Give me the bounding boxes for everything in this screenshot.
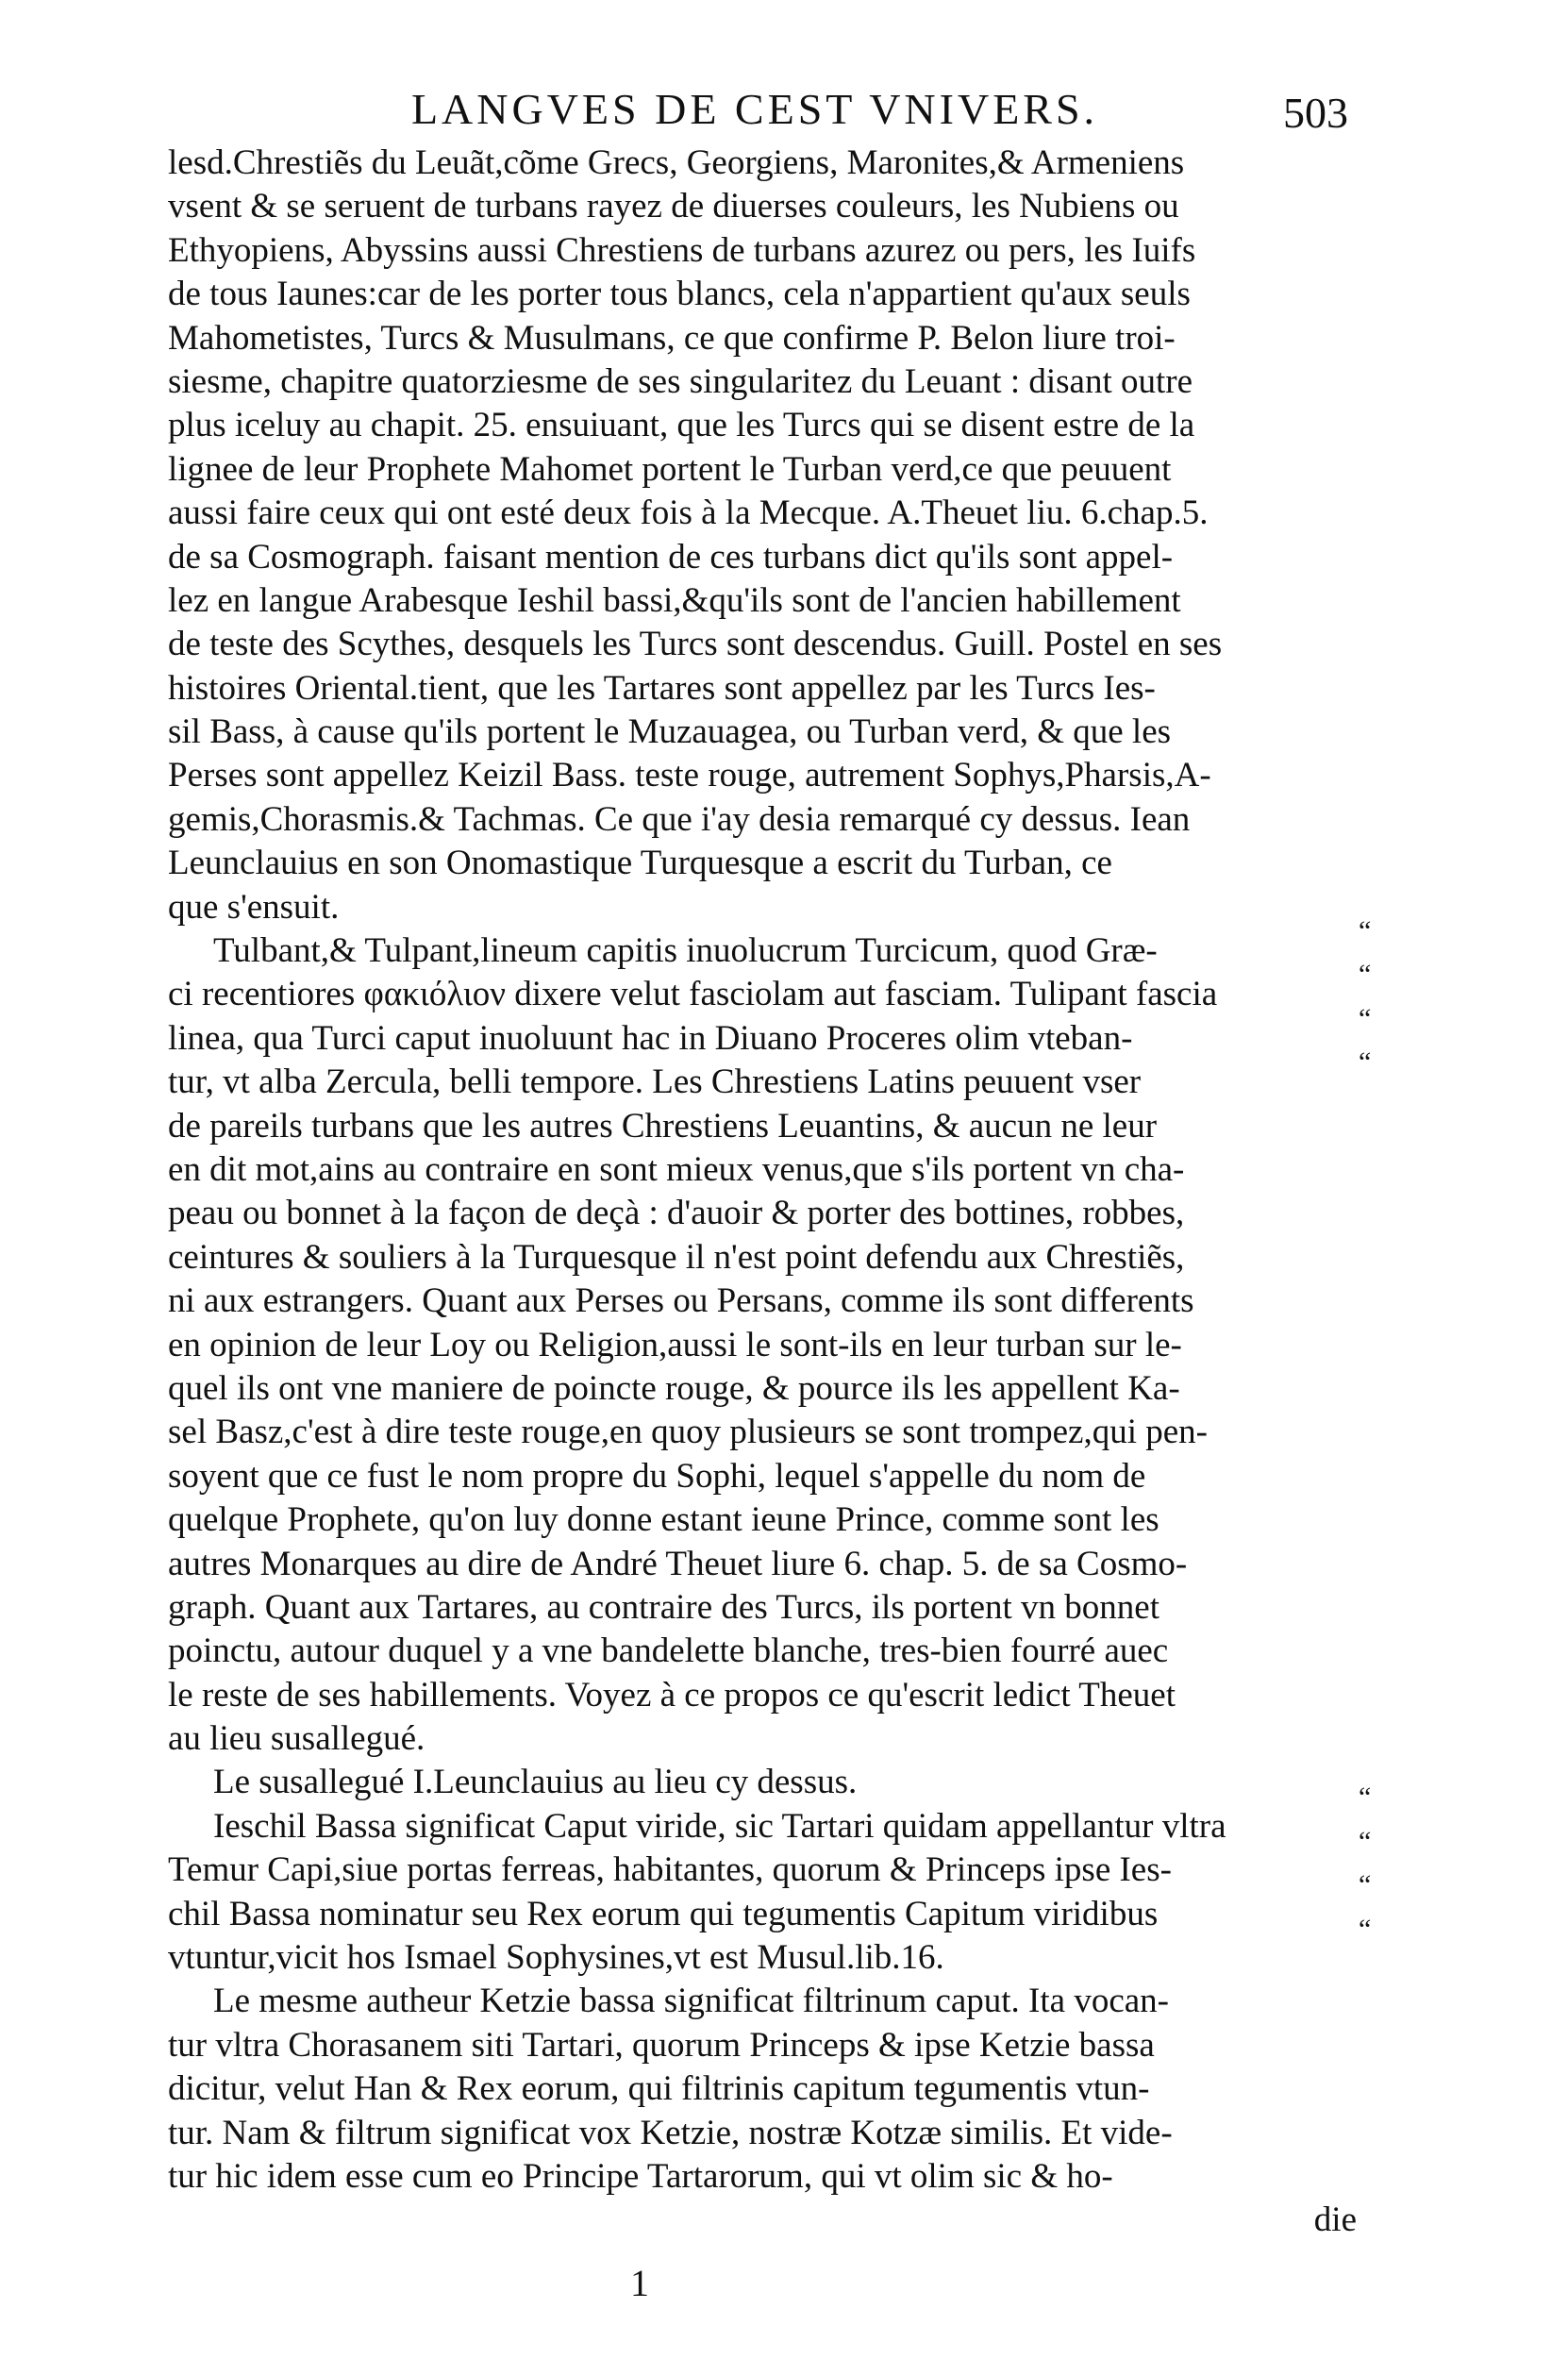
text-line: Ethyopiens, Abyssins aussi Chrestiens de turbans azurez ou pers, les Iuifs [168, 230, 1196, 270]
text-line: le reste de ses habillements. Voyez à ce propos ce qu'escrit ledict Theuet [168, 1675, 1176, 1715]
text-line: tur vltra Chorasanem siti Tartari, quorum Princeps & ipse Ketzie bassa [168, 2025, 1155, 2065]
text-line: quelque Prophete, qu'on luy donne estant ieune Prince, comme sont les [168, 1500, 1159, 1540]
text-line: de teste des Scythes, desquels les Turcs sont descendus. Guill. Postel en ses [168, 625, 1223, 664]
quote-mark: “ [1359, 1046, 1372, 1078]
text-line: au lieu susallegué. [168, 1719, 425, 1759]
quote-mark: “ [1359, 1782, 1372, 1813]
text-line: sil Bass, à cause qu'ils portent le Muzauagea, ou Turban verd, & que les [168, 712, 1172, 752]
quote-mark: “ [1359, 1826, 1372, 1857]
text-line: Le susallegué I.Leunclauius au lieu cy dessus. [213, 1763, 858, 1802]
quote-mark: “ [1359, 1869, 1372, 1900]
running-title: LANGVES DE CEST VNIVERS. [410, 85, 1099, 133]
quote-mark: “ [1359, 1003, 1372, 1034]
text-line: histoires Oriental.tient, que les Tartares sont appellez par les Turcs Ies- [168, 668, 1156, 708]
text-line: vtuntur,vicit hos Ismael Sophysines,vt est Musul.lib.16. [168, 1938, 944, 1978]
text-line: Tulbant,& Tulpant,lineum capitis inuolucrum Turcicum, quod Græ- [213, 931, 1158, 971]
text-line: chil Bassa nominatur seu Rex eorum qui tegumentis Capitum viridibus [168, 1894, 1159, 1933]
text-line: linea, qua Turci caput inuoluunt hac in Diuano Proceres olim vteban- [168, 1018, 1133, 1058]
text-line: peau ou bonnet à la façon de deçà : d'auoir & porter des bottines, robbes, [168, 1194, 1185, 1233]
text-line: lignee de leur Prophete Mahomet portent le Turban verd,ce que peuuent [168, 449, 1172, 489]
text-line: ci recentiores φακιόλιον dixere velut fasciolam aut fasciam. Tulipant fascia [168, 975, 1218, 1014]
text-line: siesme, chapitre quatorziesme de ses singularitez du Leuant : disant outre [168, 361, 1193, 401]
text-line: tur hic idem esse cum eo Principe Tartarorum, qui vt olim sic & ho- [168, 2156, 1113, 2196]
text-line: Le mesme autheur Ketzie bassa significat filtrinum caput. Ita vocan- [213, 1982, 1170, 2021]
text-line: soyent que ce fust le nom propre du Sophi, lequel s'appelle du nom de [168, 1456, 1146, 1496]
footer-mark: 1 [630, 2262, 649, 2304]
quote-mark: “ [1359, 1914, 1372, 1945]
text-line: que s'ensuit. [168, 887, 340, 927]
text-line: ni aux estrangers. Quant aux Perses ou Persans, comme ils sont differents [168, 1281, 1194, 1321]
text-line: Ieschil Bassa significat Caput viride, sic Tartari quidam appellantur vltra [213, 1806, 1226, 1846]
text-line: autres Monarques au dire de André Theuet liure 6. chap. 5. de sa Cosmo- [168, 1544, 1188, 1583]
quote-mark: “ [1359, 915, 1372, 946]
text-line: vsent & se seruent de turbans rayez de diuerses couleurs, les Nubiens ou [168, 187, 1179, 226]
body-text [168, 142, 1357, 2243]
text-line: de tous Iaunes:car de les porter tous blancs, cela n'appartient qu'aux seuls [168, 275, 1191, 314]
catchword: die [1313, 2200, 1357, 2240]
text-line: plus iceluy au chapit. 25. ensuiuant, que les Turcs qui se disent estre de la [168, 406, 1195, 445]
text-line: sel Basz,c'est à dire teste rouge,en quoy plusieurs se sont trompez,qui pen- [168, 1413, 1208, 1452]
text-line: graph. Quant aux Tartares, au contraire des Turcs, ils portent vn bonnet [168, 1587, 1159, 1627]
text-line: lesd.Chrestiẽs du Leuãt,cõme Grecs, Georgiens, Maronites,& Armeniens [168, 143, 1185, 182]
text-line: poinctu, autour duquel y a vne bandelette blanche, tres-bien fourré auec [168, 1631, 1169, 1671]
text-line: de sa Cosmograph. faisant mention de ces turbans dict qu'ils sont appel- [168, 537, 1174, 577]
text-line: tur. Nam & filtrum significat vox Ketzie, nostræ Kotzæ similis. Et vide- [168, 2113, 1173, 2152]
text-line: en dit mot,ains au contraire en sont mieux venus,que s'ils portent vn cha- [168, 1149, 1185, 1189]
text-line: gemis,Chorasmis.& Tachmas. Ce que i'ay desia remarqué cy dessus. Iean [168, 799, 1191, 839]
text-line: aussi faire ceux qui ont esté deux fois à la Mecque. A.Theuet liu. 6.chap.5. [168, 494, 1209, 533]
text-line: Temur Capi,siue portas ferreas, habitantes, quorum & Princeps ipse Ies- [168, 1850, 1172, 1890]
text-line: Leunclauius en son Onomastique Turquesque a escrit du Turban, ce [168, 844, 1112, 883]
page-number: 503 [1283, 89, 1348, 137]
text-line: de pareils turbans que les autres Chrestiens Leuantins, & aucun ne leur [168, 1106, 1158, 1146]
text-line: dicitur, velut Han & Rex eorum, qui filtrinis capitum tegumentis vtun- [168, 2069, 1150, 2109]
text-line: tur, vt alba Zercula, belli tempore. Les Chrestiens Latins peuuent vser [168, 1062, 1142, 1102]
text-line: en opinion de leur Loy ou Religion,aussi le sont-ils en leur turban sur le- [168, 1325, 1182, 1364]
text-line: Perses sont appellez Keizil Bass. teste rouge, autrement Sophys,Pharsis,A- [168, 756, 1211, 795]
text-line: quel ils ont vne maniere de poincte rouge, & pource ils les appellent Ka- [168, 1368, 1180, 1408]
text-line: lez en langue Arabesque Ieshil bassi,&qu'ils sont de l'ancien habillement [168, 580, 1181, 620]
quote-mark: “ [1359, 959, 1372, 990]
text-line: ceintures & souliers à la Turquesque il n'est point defendu aux Chrestiẽs, [168, 1237, 1185, 1277]
text-line: Mahometistes, Turcs & Musulmans, ce que confirme P. Belon liure troi- [168, 318, 1176, 358]
